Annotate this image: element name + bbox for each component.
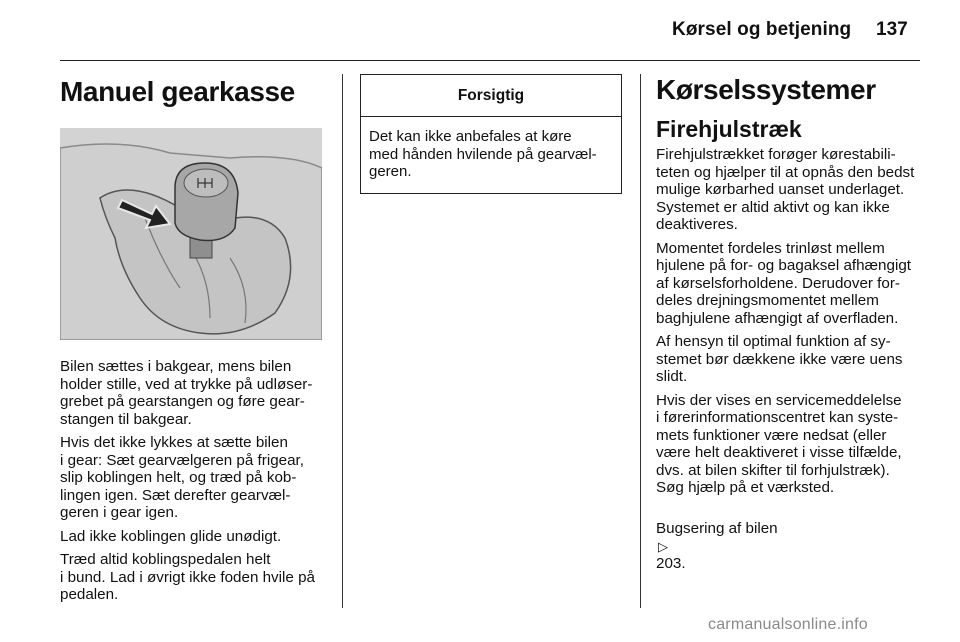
paragraph: Af hensyn til optimal funktion af sy- stemet bør dækkene ikke være uens slidt. (656, 333, 903, 385)
paragraph: Hvis der vises en servicemeddelelse i førerinformationscentret kan syste- mets funktioner være nedsat (eller være helt deaktiveret i visse tilfælde, dvs. at bilen skifter til forhjulstræk). Søg hjælp på et værksted. (656, 391, 902, 496)
column-divider (342, 74, 343, 608)
column-driving-systems (656, 74, 922, 579)
column-manual-gearbox (60, 74, 324, 610)
cross-reference[interactable] (656, 503, 922, 573)
subsection-heading: Firehjulstræk (656, 116, 802, 142)
caution-body (361, 117, 621, 193)
paragraph: Lad ikke koblingen glide unødigt. (60, 527, 282, 545)
gear-shifter-drawing (60, 128, 322, 340)
page-reference-arrow-icon: ▷ (658, 538, 668, 554)
paragraph: Hvis det ikke lykkes at sætte bilen i gear: Sæt gearvælgeren på frigear, slip koblingen helt, og træd på kob- lingen igen. Sæt derefter gearvæl- geren i gear igen. (60, 434, 304, 521)
column-divider (640, 74, 641, 608)
caution-text: Det kan ikke anbefales at køre med hånden hvilende på gearvæl- geren. (369, 128, 597, 180)
caution-title: Forsigtig (361, 75, 621, 117)
paragraph: Bilen sættes i bakgear, mens bilen holder stille, ved at trykke på udløser- grebet på gearstangen og føre gear- stangen til bakgear. (60, 358, 313, 428)
caution-box (360, 74, 622, 194)
header-rule (60, 60, 920, 61)
paragraph: Træd altid koblingspedalen helt i bund. Lad i øvrigt ikke foden hvile på pedalen. (60, 551, 315, 603)
gear-shifter-illustration (60, 128, 322, 340)
column1-text (60, 358, 324, 604)
paragraph: Firehjulstrækket forøger kørestabili- teten og hjælper til at opnås den bedst mulige kørbarhed uanset underlaget. Systemet er altid aktivt og kan ikke deaktiveres. (656, 146, 915, 233)
section-heading: Manuel gearkasse (60, 76, 295, 107)
cross-reference-text: Bugsering af bilen (656, 520, 778, 537)
watermark: carmanualsonline.info (708, 616, 868, 633)
paragraph: Momentet fordeles trinløst mellem hjulene på for- og bagaksel afhængigt af kørselsforholdene. Derudover for- deles drejningsmomentet mellem baghjulene afhængigt af overfladen. (656, 239, 911, 327)
cross-reference-page: 203. (656, 555, 686, 572)
section-heading: Kørselssystemer (656, 74, 876, 105)
page-number: 137 (876, 19, 908, 40)
column-caution (360, 74, 622, 194)
header-title: Kørsel og betjening (672, 19, 852, 40)
